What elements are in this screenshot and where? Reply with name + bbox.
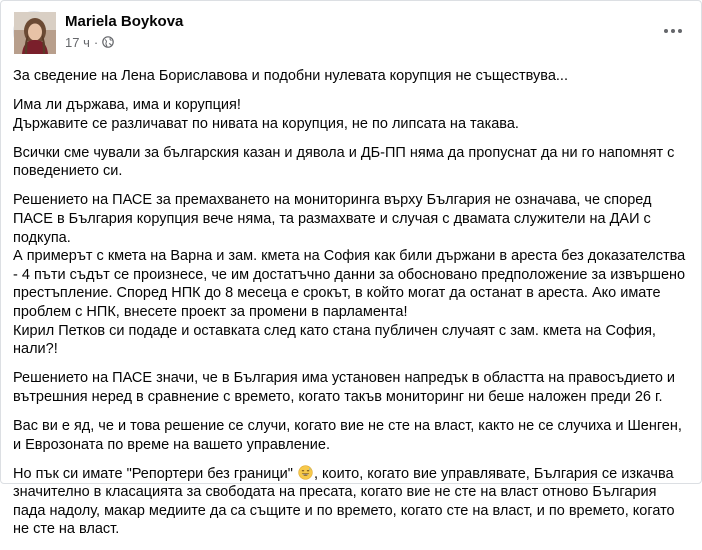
post-text-after-emoji: , които, когато вие управлявате, България се изкачва значително в класацията за свободата на пресата, когато вие не сте на власт отново България пада надолу, макар медиите да са същите и по времето, когато сте на власт, и по времето, когато не сте на власт. xyxy=(13,465,675,538)
meta-separator: · xyxy=(93,34,99,50)
post-paragraph: Решението на ПАСЕ за премахването на мониторинга върху България не означава, че според ПАСЕ в България корупция вече няма, та размахвате и случая с двамата служители на ДАИ с подкупа. А примерът с кмета на Варна и зам. кмета на София как били държани в ареста без доказателства - 4 пъти съдът се произнесе, че им достатъчно данни за обосновано предположение за извършено престъпление. Според НПК до 8 месеца е срокът, в който могат да останат в ареста. Ако имате проблем с НПК, внесете проект за промени в парламента! Кирил Петков си подаде и оставката след като стана публичен случаят с зам. кмета на София, нали?! xyxy=(13,192,686,358)
avatar[interactable] xyxy=(13,11,55,53)
post-time[interactable]: 17 ч xyxy=(65,34,90,50)
author-name[interactable]: Mariela Boykova xyxy=(65,13,184,30)
grinning-sweat-emoji-icon xyxy=(298,465,313,480)
more-options-icon xyxy=(663,28,683,34)
post-text-before-emoji: Но пък си имате "Репортери без граници" xyxy=(13,465,297,482)
post-header xyxy=(13,11,691,55)
post-paragraph: Решението на ПАСЕ значи, че в България има установен напредък в областта на правосъдието и вътрешния неред в сравнение с времето, когато такъв мониторинг ни беше наложен преди 26 г. xyxy=(13,370,676,405)
more-options-button[interactable] xyxy=(659,17,687,45)
post-paragraph: Има ли държава, има и корупция! Държавите се различават по нивата на корупция, не по липсата на такава. xyxy=(13,97,519,132)
post-paragraph: Вас ви е яд, че и това решение се случи, когато вие не сте на власт, както не се случиха и Шенген, и Еврозоната по време на вашето управление. xyxy=(13,418,682,453)
post-meta xyxy=(65,34,114,50)
post-paragraph-last xyxy=(13,465,691,539)
globe-icon[interactable] xyxy=(102,36,114,48)
avatar-photo xyxy=(14,12,56,54)
post-paragraph: Всички сме чували за българския казан и дявола и ДБ-ПП няма да пропуснат да ни го напомнят с поведението си. xyxy=(13,144,675,180)
post-paragraph: За сведение на Лена Бориславова и подобни нулевата корупция не съществува... xyxy=(13,68,568,84)
post-text xyxy=(13,67,691,550)
